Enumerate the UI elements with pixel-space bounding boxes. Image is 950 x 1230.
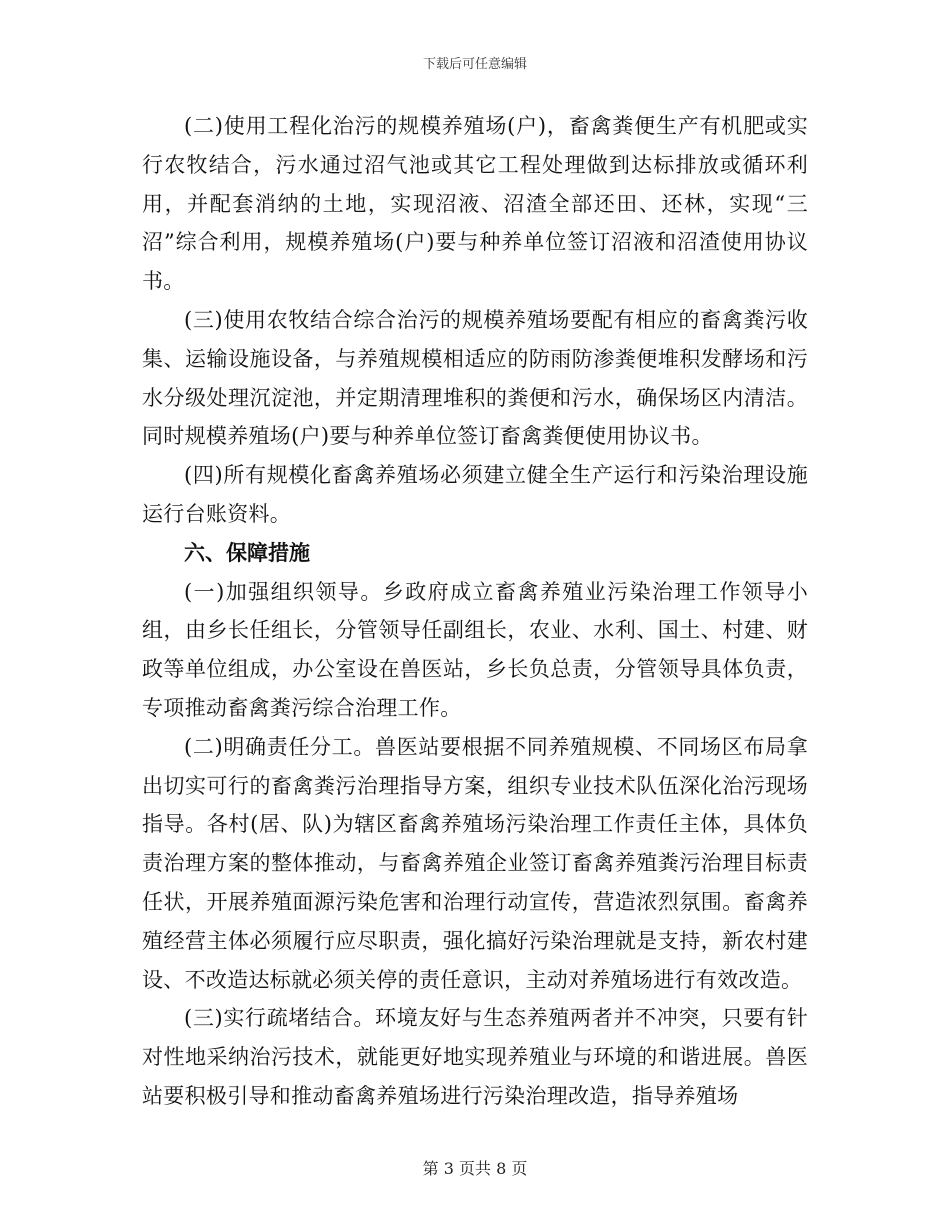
paragraph-section-5-4: (四)所有规模化畜禽养殖场必须建立健全生产运行和污染治理设施运行台账资料。 <box>142 463 808 526</box>
paragraph-section-6-3: (三)实行疏堵结合。环境友好与生态养殖两者并不冲突，只要有针对性地采纳治污技术，就能更好地实现养殖业与环境的和谐进展。兽医站要积极引导和推动畜禽养殖场进行污染治理改造，指导养殖场 <box>142 1006 808 1108</box>
document-body <box>142 107 808 1116</box>
paragraph-section-6-2: (二)明确责任分工。兽医站要根据不同养殖规模、不同场区布局拿出切实可行的畜禽粪污治理指导方案，组织专业技术队伍深化治污现场指导。各村(居、队)为辖区畜禽养殖场污染治理工作责任主体，具体负责治理方案的整体推动，与畜禽养殖企业签订畜禽养殖粪污治理目标责任状，开展养殖面源污染危害和治理行动宣传，营造浓烈氛围。畜禽养殖经营主体必须履行应尽职责，强化搞好污染治理就是支持，新农村建设、不改造达标就必须关停的责任意识，主动对养殖场进行有效改造。 <box>142 734 808 992</box>
paragraph-section-6-1: (一)加强组织领导。乡政府成立畜禽养殖业污染治理工作领导小组，由乡长任组长，分管领导任副组长，农业、水利、国土、村建、财政等单位组成，办公室设在兽医站，乡长负总责，分管领导具体负责，专项推动畜禽粪污综合治理工作。 <box>142 579 808 720</box>
page-footer: 第 3 页共 8 页 <box>422 1159 528 1178</box>
page-header: 下载后可任意编辑 <box>422 57 527 72</box>
paragraph-section-5-3: (三)使用农牧结合综合治污的规模养殖场要配有相应的畜禽粪污收集、运输设施设备，与养殖规模相适应的防雨防渗粪便堆积发酵场和污水分级处理沉淀池，并定期清理堆积的粪便和污水，确保场区内清洁。同时规模养殖场(户)要与种养单位签订畜禽粪便使用协议书。 <box>142 307 808 449</box>
section-heading: 六、保障措施 <box>184 539 310 565</box>
paragraph-section-5-2: (二)使用工程化治污的规模养殖场(户)，畜禽粪便生产有机肥或实行农牧结合，污水通过沼气池或其它工程处理做到达标排放或循环利用，并配套消纳的土地，实现沼液、沼渣全部还田、还林，实现“三沼”综合利用，规模养殖场(户)要与种养单位签订沼液和沼渣使用协议书。 <box>142 114 808 294</box>
